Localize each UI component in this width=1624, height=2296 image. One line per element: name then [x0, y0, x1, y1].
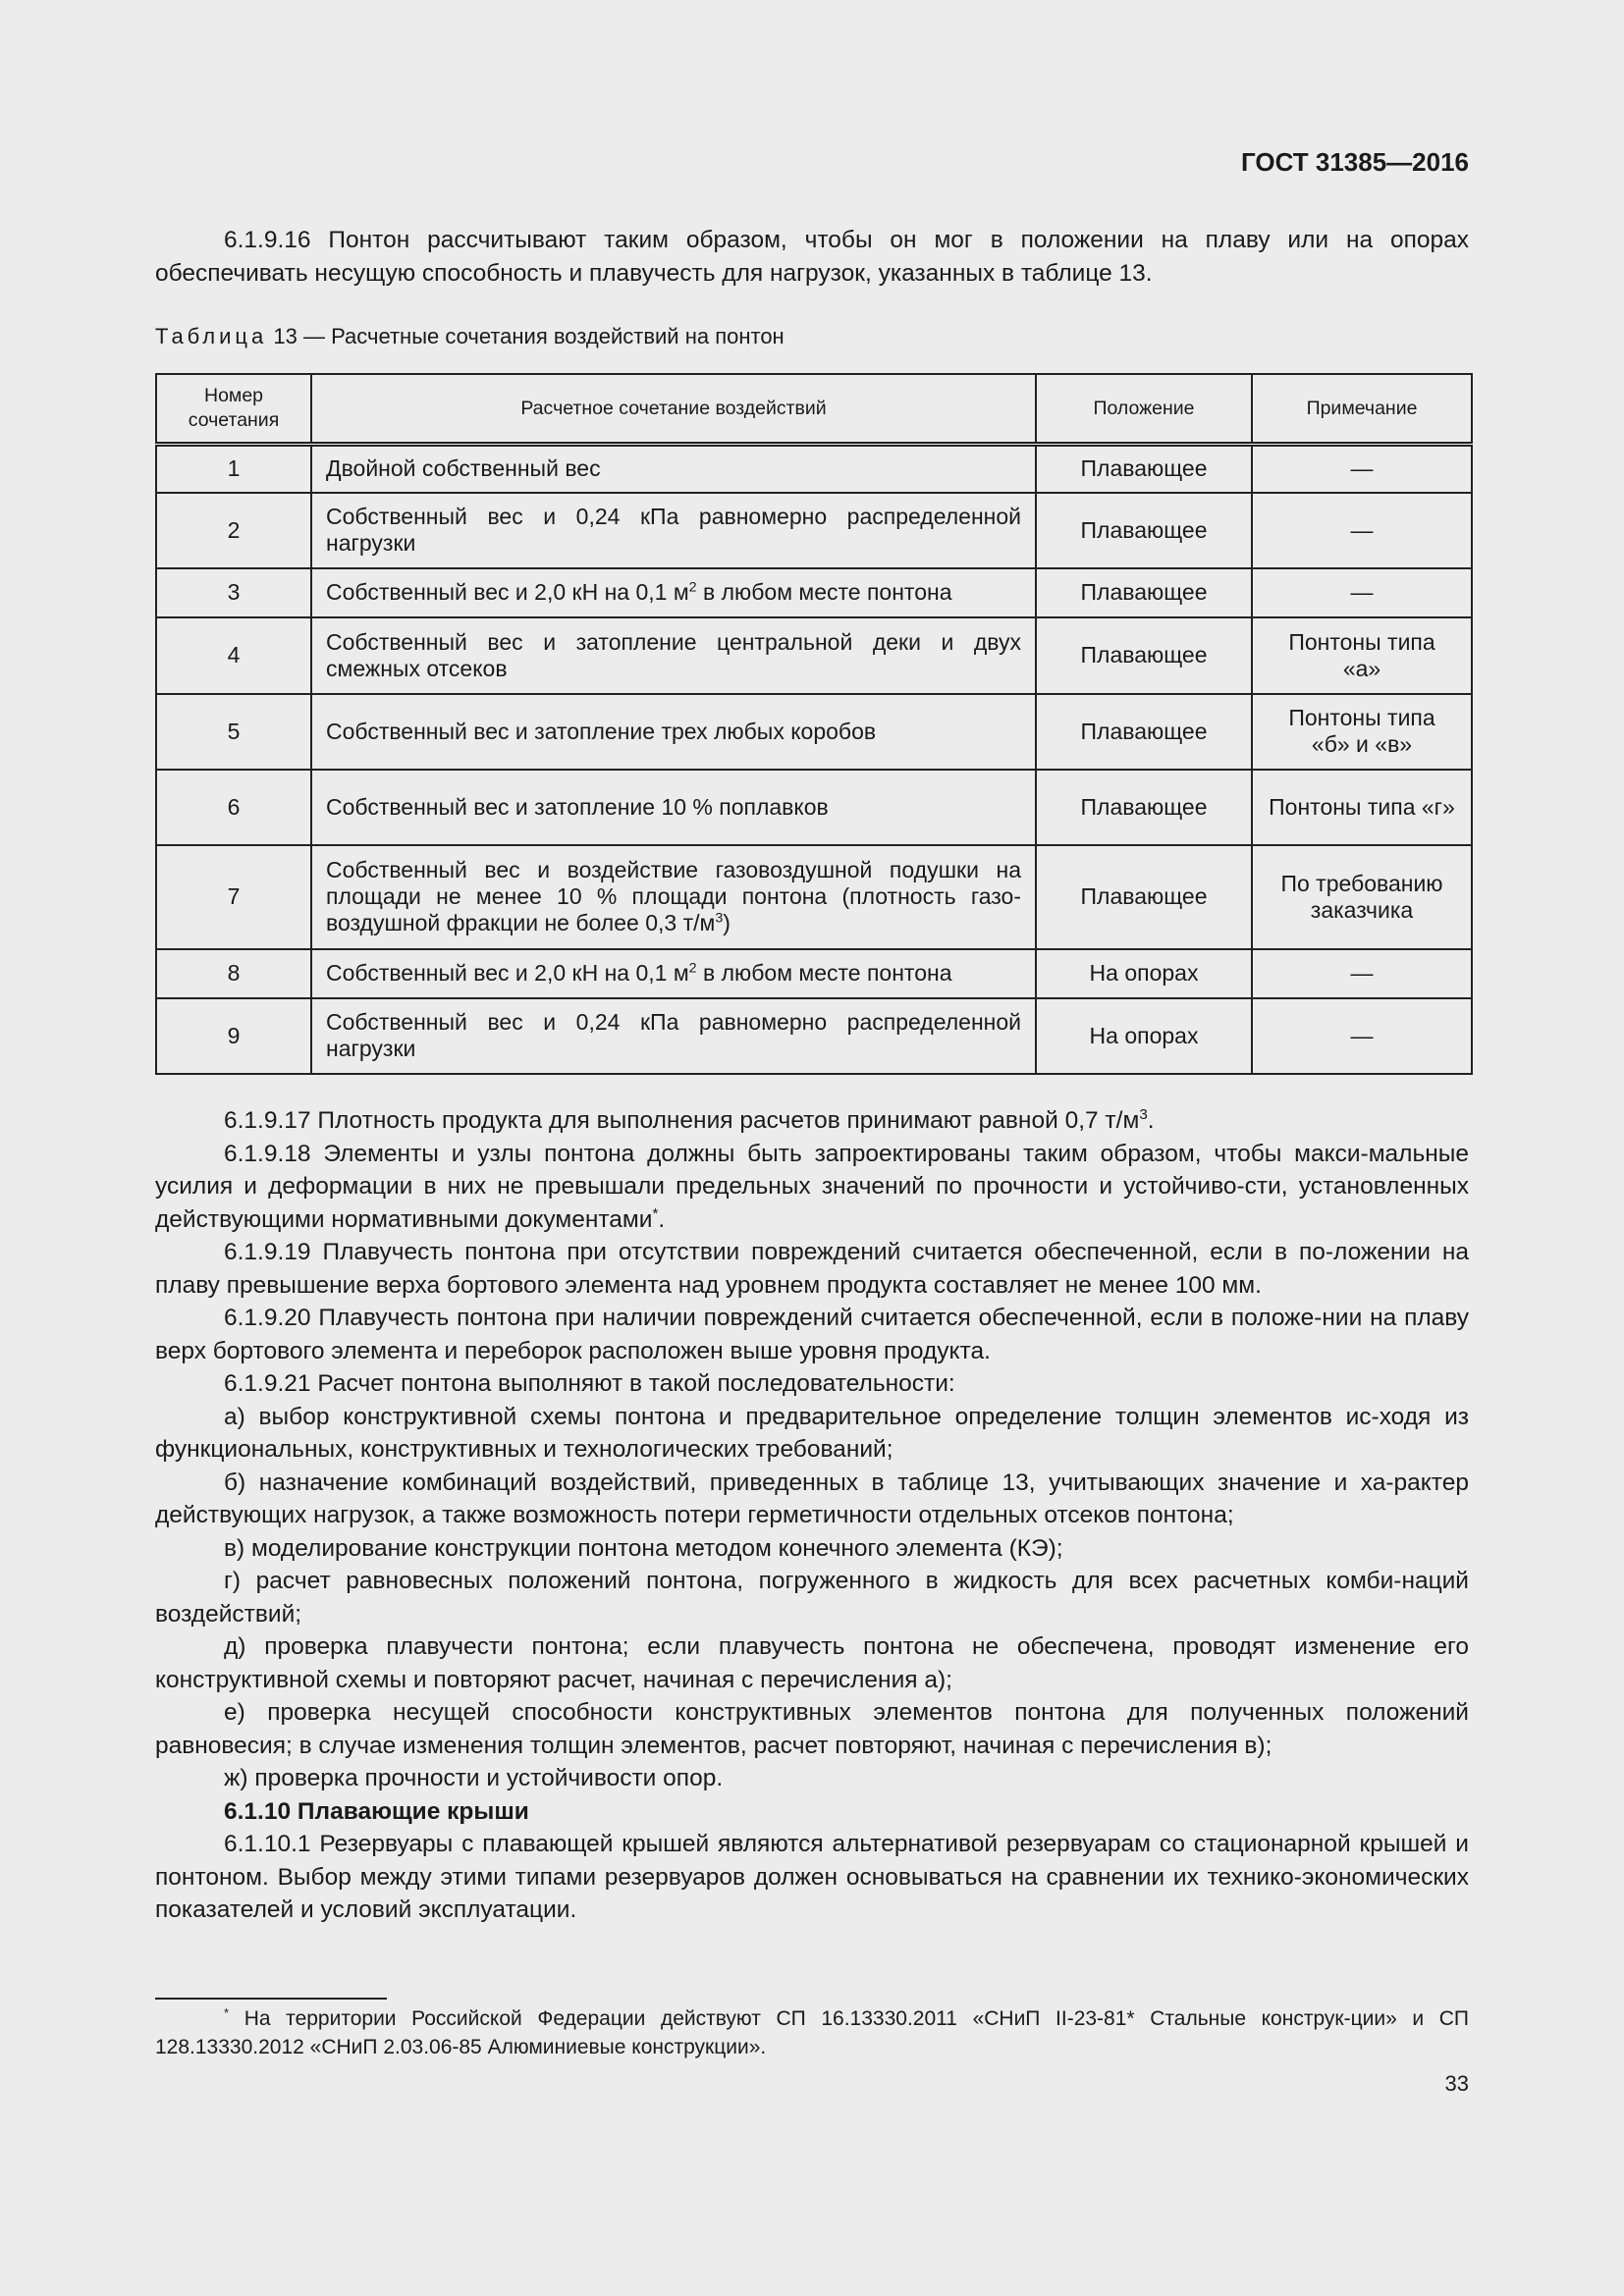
row-description-text-end: ): [723, 910, 731, 935]
footnote-divider: [155, 1998, 387, 2000]
header-combination: Расчетное сочетание воздействий: [311, 374, 1036, 445]
clause-text: 6.1.9.18 Элементы и узлы понтона должны быть запроектированы таким образом, чтобы макси-мальные усилия и деформации в них не превышали предельных значений по прочности и устойчиво-сти, установленных действующими нормативными документами: [155, 1140, 1469, 1233]
standard-designation: ГОСТ 31385—2016: [1241, 147, 1469, 177]
table-header-row: [156, 374, 1472, 445]
row-description-text-end: в любом месте понтона: [696, 579, 952, 605]
table-caption-text: 13 — Расчетные сочетания воздействий на понтон: [267, 324, 785, 348]
list-item: а) выбор конструктивной схемы понтона и предварительное определение толщин элементов ис-ходя из функциональных, конструктивных и технологических требований;: [155, 1403, 1469, 1463]
footnote-text: На территории Российской Федерации действуют СП 16.13330.2011 «СНиП II-23-81* Стальные конструк-ции» и СП 128.13330.2012 «СНиП 2.03.06-85 Алюминиевые конструкции».: [155, 2007, 1469, 2058]
clause-text: 6.1.9.17 Плотность продукта для выполнения расчетов принимают равной 0,7 т/м: [224, 1107, 1140, 1134]
row-description-sup: 3: [715, 910, 724, 927]
table-row: [156, 770, 1472, 845]
row-position: Плавающее: [1036, 568, 1252, 617]
table-row: [156, 845, 1472, 949]
loads-table: [155, 373, 1473, 1075]
row-description-sup: 2: [688, 579, 697, 596]
row-description: Собственный вес и 0,24 кПа равномерно распределенной нагрузки: [311, 998, 1036, 1074]
row-number: 7: [156, 845, 311, 949]
list-item: ж) проверка прочности и устойчивости опор.: [224, 1765, 724, 1791]
row-note: Понтоны типа «г»: [1252, 770, 1472, 845]
section-heading: 6.1.10 Плавающие крыши: [224, 1797, 529, 1825]
list-item: в) моделирование конструкции понтона методом конечного элемента (КЭ);: [224, 1534, 1063, 1562]
row-description-text: Собственный вес и воздействие газовоздушной подушки на площади не менее 10 % площади понтона (плотность газо-воздушной фракции не более 0,3 т/м: [326, 857, 1021, 935]
row-description: Собственный вес и затопление трех любых коробов: [311, 694, 1036, 770]
row-description: [311, 568, 1036, 617]
row-note: —: [1252, 998, 1472, 1074]
footnote-mark: *: [224, 2005, 230, 2020]
table-caption: [155, 324, 785, 349]
row-description: Собственный вес и 0,24 кПа равномерно распределенной нагрузки: [311, 493, 1036, 568]
clause-6-1-9-17: [155, 1104, 1469, 1138]
header-note: Примечание: [1252, 374, 1472, 445]
row-number: 1: [156, 445, 311, 493]
row-description: Собственный вес и затопление центральной деки и двух смежных отсеков: [311, 617, 1036, 694]
row-description: Двойной собственный вес: [311, 445, 1036, 493]
clause-text-end: .: [658, 1205, 666, 1233]
clause-6-1-9-21: 6.1.9.21 Расчет понтона выполняют в такой последовательности:: [224, 1370, 955, 1397]
row-position: Плавающее: [1036, 694, 1252, 770]
row-number: 8: [156, 949, 311, 998]
row-number: 5: [156, 694, 311, 770]
row-position: На опорах: [1036, 949, 1252, 998]
list-item: б) назначение комбинаций воздействий, приведенных в таблице 13, учитывающих значение и ха-рактер действующих нагрузок, а также возможность потери герметичности отдельных отсеков понтона;: [155, 1468, 1469, 1528]
table-row: [156, 998, 1472, 1074]
row-description-text-end: в любом месте понтона: [696, 960, 952, 986]
row-position: Плавающее: [1036, 845, 1252, 949]
clause-6-1-9-20: 6.1.9.20 Плавучесть понтона при наличии повреждений считается обеспеченной, если в положе-нии на плаву верх бортового элемента и переборок расположен выше уровня продукта.: [155, 1305, 1469, 1364]
row-note: По требованию заказчика: [1252, 845, 1472, 949]
clause-text-end: .: [1147, 1107, 1155, 1134]
body-text: [155, 1104, 1469, 1927]
row-description: Собственный вес и затопление 10 % поплавков: [311, 770, 1036, 845]
row-note: —: [1252, 949, 1472, 998]
clause-6-1-9-18: [155, 1138, 1469, 1237]
page-number: 33: [1444, 2071, 1469, 2096]
table-caption-word: Таблица: [155, 324, 268, 348]
clause-6-1-9-16: 6.1.9.16 Понтон рассчитывают таким образом, чтобы он мог в положении на плаву или на опорах обеспечивать несущую способность и плавучесть для нагрузок, указанных в таблице 13.: [155, 227, 1469, 287]
clause-6-1-10-1: 6.1.10.1 Резервуары с плавающей крышей являются альтернативой резервуарам со стационарной крышей и понтоном. Выбор между этими типами резервуаров должен основываться на сравнении их технико-экономических показателей и условий эксплуатации.: [155, 1831, 1469, 1923]
row-position: На опорах: [1036, 998, 1252, 1074]
row-position: Плавающее: [1036, 445, 1252, 493]
table-row: [156, 445, 1472, 493]
list-item: д) проверка плавучести понтона; если плавучесть понтона не обеспечена, проводят изменение его конструктивной схемы и повторяют расчет, начиная с перечисления а);: [155, 1633, 1469, 1693]
header-number: Номер сочетания: [156, 374, 311, 445]
row-number: 3: [156, 568, 311, 617]
intro-section: [155, 224, 1469, 290]
clause-sup: 3: [1139, 1105, 1148, 1123]
row-note: —: [1252, 568, 1472, 617]
header-position: Положение: [1036, 374, 1252, 445]
row-number: 2: [156, 493, 311, 568]
list-item: г) расчет равновесных положений понтона, погруженного в жидкость для всех расчетных комби-наций воздействий;: [155, 1568, 1469, 1628]
table-row: [156, 617, 1472, 694]
row-description: [311, 845, 1036, 949]
footnote: [155, 2004, 1469, 2061]
row-description: [311, 949, 1036, 998]
table-row: [156, 568, 1472, 617]
row-position: Плавающее: [1036, 770, 1252, 845]
table-row: [156, 493, 1472, 568]
row-number: 9: [156, 998, 311, 1074]
row-note: —: [1252, 445, 1472, 493]
row-number: 4: [156, 617, 311, 694]
row-position: Плавающее: [1036, 617, 1252, 694]
row-note: —: [1252, 493, 1472, 568]
row-description-text: Собственный вес и 2,0 кН на 0,1 м: [326, 579, 689, 605]
row-description-sup: 2: [688, 960, 697, 977]
row-number: 6: [156, 770, 311, 845]
table-row: [156, 949, 1472, 998]
row-note: Понтоны типа «б» и «в»: [1252, 694, 1472, 770]
row-description-text: Собственный вес и 2,0 кН на 0,1 м: [326, 960, 689, 986]
table-row: [156, 694, 1472, 770]
row-note: Понтоны типа «а»: [1252, 617, 1472, 694]
list-item: е) проверка несущей способности конструктивных элементов понтона для полученных положений равновесия; в случае изменения толщин элементов, расчет повторяют, начиная с перечисления в);: [155, 1699, 1469, 1759]
clause-6-1-9-19: 6.1.9.19 Плавучесть понтона при отсутствии повреждений считается обеспеченной, если в по-ложении на плаву превышение верха бортового элемента над уровнем продукта составляет не менее 100 мм.: [155, 1239, 1469, 1299]
row-position: Плавающее: [1036, 493, 1252, 568]
footnote-ref: *: [652, 1204, 659, 1222]
